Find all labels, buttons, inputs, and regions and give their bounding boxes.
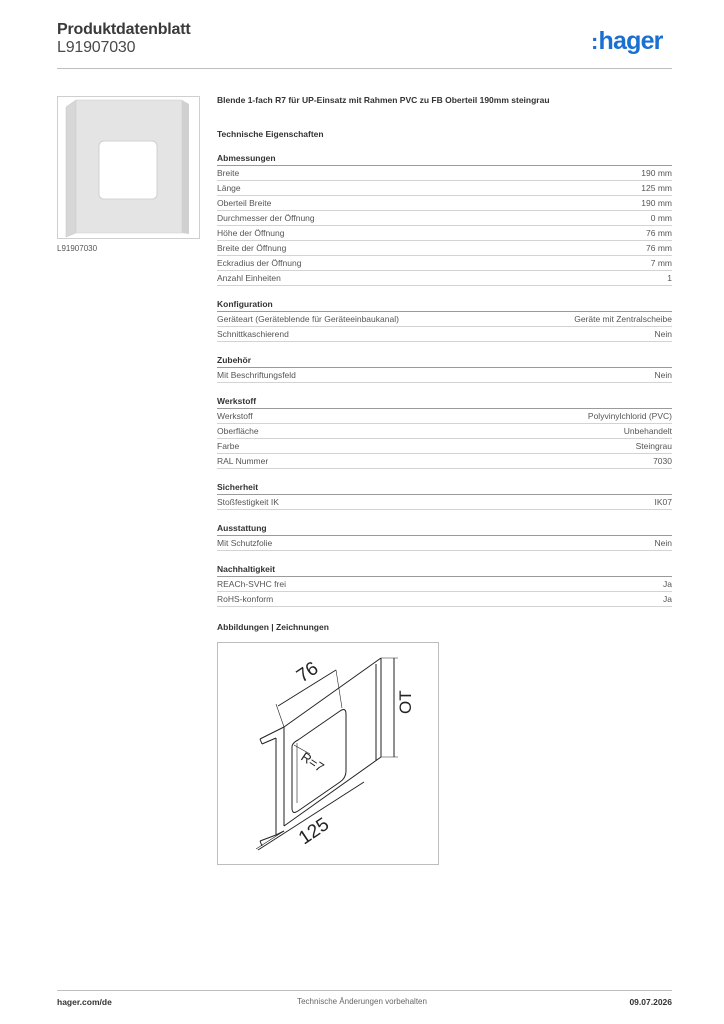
spec-row — [217, 495, 672, 510]
spec-value: Nein — [654, 538, 672, 548]
spec-sections — [217, 152, 672, 607]
spec-label: Oberfläche — [217, 426, 259, 436]
technical-heading: Technische Eigenschaften — [217, 129, 324, 139]
hager-logo[interactable]: :hager — [591, 27, 663, 55]
spec-value: 76 mm — [646, 243, 672, 253]
dim-width-label: 76 — [293, 657, 323, 688]
spec-section — [217, 298, 672, 342]
spec-value: 7 mm — [650, 258, 672, 268]
section-title: Zubehör — [217, 354, 672, 368]
spec-label: Oberteil Breite — [217, 198, 272, 208]
spec-label: Durchmesser der Öffnung — [217, 213, 315, 223]
spec-value: 76 mm — [646, 228, 672, 238]
drawings-title: Abbildungen | Zeichnungen — [217, 622, 329, 632]
spec-row — [217, 424, 672, 439]
thumbnail-caption: L91907030 — [57, 244, 98, 253]
spec-value: Geräte mit Zentralscheibe — [574, 314, 672, 324]
spec-row — [217, 409, 672, 424]
spec-section — [217, 563, 672, 607]
spec-value: 7030 — [653, 456, 672, 466]
spec-value: Nein — [654, 329, 672, 339]
spec-value: Polyvinylchlorid (PVC) — [587, 411, 672, 421]
section-title: Abmessungen — [217, 152, 672, 166]
spec-row — [217, 312, 672, 327]
header-divider — [57, 68, 672, 69]
dim-length-label: 125 — [295, 814, 334, 850]
product-thumbnail — [57, 96, 200, 239]
spec-row — [217, 241, 672, 256]
spec-label: Farbe — [217, 441, 240, 451]
spec-label: Geräteart (Geräteblende für Geräteeinbaukanal) — [217, 314, 399, 324]
spec-row — [217, 368, 672, 383]
spec-section — [217, 152, 672, 286]
spec-value: 190 mm — [641, 168, 672, 178]
spec-label: RAL Nummer — [217, 456, 269, 466]
spec-row — [217, 536, 672, 551]
spec-label: REACh-SVHC frei — [217, 579, 286, 589]
product-title: Blende 1-fach R7 für UP-Einsatz mit Rahmen PVC zu FB Oberteil 190mm steingrau — [217, 95, 550, 105]
spec-row — [217, 592, 672, 607]
spec-value: Nein — [654, 370, 672, 380]
spec-value: 190 mm — [641, 198, 672, 208]
spec-row — [217, 181, 672, 196]
spec-value: Ja — [663, 579, 672, 589]
spec-section — [217, 522, 672, 551]
spec-row — [217, 196, 672, 211]
spec-label: Mit Schutzfolie — [217, 538, 273, 548]
section-title: Nachhaltigkeit — [217, 563, 672, 577]
spec-label: Anzahl Einheiten — [217, 273, 281, 283]
spec-value: 0 mm — [650, 213, 672, 223]
spec-label: Mit Beschriftungsfeld — [217, 370, 296, 380]
footer-website[interactable]: hager.com/de — [57, 997, 112, 1007]
section-title: Konfiguration — [217, 298, 672, 312]
spec-value: Steingrau — [635, 441, 672, 451]
spec-label: Werkstoff — [217, 411, 253, 421]
footer-date: 09.07.2026 — [629, 997, 672, 1007]
section-title: Sicherheit — [217, 481, 672, 495]
drawings-section — [217, 621, 672, 865]
article-number: L91907030 — [57, 39, 136, 56]
spec-label: Höhe der Öffnung — [217, 228, 285, 238]
spec-section — [217, 395, 672, 469]
document-title: Produktdatenblatt — [57, 21, 191, 38]
spec-section — [217, 354, 672, 383]
spec-value: Ja — [663, 594, 672, 604]
dim-radius-label: R=7 — [298, 749, 327, 776]
footer-note: Technische Änderungen vorbehalten — [297, 997, 427, 1006]
spec-label: Breite der Öffnung — [217, 243, 287, 253]
spec-row — [217, 271, 672, 286]
spec-value: 125 mm — [641, 183, 672, 193]
technical-drawing — [217, 642, 439, 865]
spec-value: Unbehandelt — [623, 426, 672, 436]
footer-divider — [57, 990, 672, 991]
spec-label: Schnittkaschierend — [217, 329, 289, 339]
spec-label: Eckradius der Öffnung — [217, 258, 302, 268]
specification-column — [217, 93, 672, 865]
spec-label: Stoßfestigkeit IK — [217, 497, 279, 507]
spec-label: Breite — [217, 168, 240, 178]
spec-label: RoHS-konform — [217, 594, 274, 604]
spec-row — [217, 211, 672, 226]
dim-height-label: OT — [396, 690, 415, 714]
spec-row — [217, 226, 672, 241]
spec-row — [217, 454, 672, 469]
spec-row — [217, 327, 672, 342]
spec-row — [217, 439, 672, 454]
section-title: Ausstattung — [217, 522, 672, 536]
section-title: Werkstoff — [217, 395, 672, 409]
spec-section — [217, 481, 672, 510]
spec-row — [217, 166, 672, 181]
logo-text: hager — [598, 27, 663, 55]
spec-value: 1 — [667, 273, 672, 283]
spec-label: Länge — [217, 183, 241, 193]
spec-value: IK07 — [654, 497, 672, 507]
spec-row — [217, 256, 672, 271]
spec-row — [217, 577, 672, 592]
